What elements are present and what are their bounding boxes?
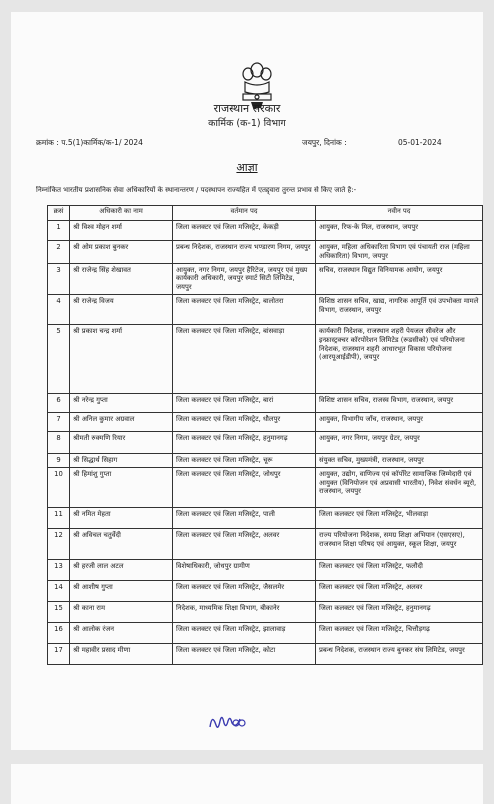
cell-current-post: जिला कलक्टर एवं जिला मजिस्ट्रेट, अलवर [173,528,316,559]
cell-officer-name: श्री आलोक रंजन [70,622,173,643]
table-row [48,221,483,241]
department-name: कार्मिक (क-1) विभाग [208,118,286,129]
cell-sn: 9 [48,453,70,467]
table-row [48,294,483,324]
cell-sn: 7 [48,412,70,431]
cell-current-post: विशेषाधिकारी, जोधपुर ग्रामीण [173,559,316,580]
cell-new-post: जिला कलक्टर एवं जिला मजिस्ट्रेट, अलवर [316,580,483,601]
cell-current-post: निदेशक, माध्यमिक शिक्षा विभाग, बीकानेर [173,601,316,622]
cell-sn: 3 [48,263,70,294]
cell-officer-name: श्री नमित मेहता [70,507,173,528]
cell-current-post: प्रबन्ध निदेशक, राजस्थान राज्य भण्डारण निगम, जयपुर [173,241,316,264]
table-row [48,622,483,643]
reference-number [36,138,143,148]
signature [206,707,246,735]
table-row [48,263,483,294]
cell-new-post: विशिष्ठ शासन सचिव, खाद्य, नागरिक आपूर्ति एवं उपभोक्ता मामले विभाग, राजस्थान, जयपुर [316,294,483,324]
order-title: आज्ञा [236,161,258,174]
order-intro: निम्नांकित भारतीय प्रशासनिक सेवा अधिकारियों के स्थानान्तरण / पदस्थापन राज्यहित में एतद्द्वारा तुरन्त प्रभाव से किए जाते है:- [36,186,357,194]
cell-officer-name: श्री महावीर प्रसाद मीणा [70,643,173,664]
table-row [48,431,483,453]
cell-new-post: जिला कलक्टर एवं जिला मजिस्ट्रेट, चित्तौड़गढ़ [316,622,483,643]
table-row [48,393,483,412]
cell-officer-name: श्री हिमांशु गुप्ता [70,467,173,507]
header-current-post: वर्तमान पद [173,206,316,221]
cell-officer-name: श्री ओम प्रकाश बुनकर [70,241,173,264]
table-row [48,412,483,431]
cell-new-post: राज्य परियोजना निदेशक, समग्र शिक्षा अभियान (एसएसए), राजस्थान शिक्षा परिषद एवं आयुक्त, स्कूल शिक्षा, जयपुर [316,528,483,559]
cell-new-post: जिला कलक्टर एवं जिला मजिस्ट्रेट, हनुमानगढ़ [316,601,483,622]
order-date: 05-01-2024 [398,138,442,147]
cell-sn: 11 [48,507,70,528]
government-name: राजस्थान सरकार [213,102,281,115]
table-row [48,643,483,664]
cell-officer-name: श्री हरजी लाल अटल [70,559,173,580]
cell-current-post: जिला कलक्टर एवं जिला मजिस्ट्रेट, जैसलमेर [173,580,316,601]
cell-officer-name: श्री अविचल चतुर्वेदी [70,528,173,559]
cell-current-post: जिला कलक्टर एवं जिला मजिस्ट्रेट, हनुमानगढ़ [173,431,316,453]
table-row [48,241,483,264]
cell-sn: 17 [48,643,70,664]
cell-current-post: जिला कलक्टर एवं जिला मजिस्ट्रेट, बांसवाड़ा [173,324,316,393]
cell-new-post: कार्यकारी निदेशक, राजस्थान शहरी पेयजल सीवरेज और इन्फ्रास्ट्रक्चर कॉरपोरेशन लिमिटेड (रूडसीको) एवं परियोजना निदेशक, राजस्थान शहरी आधारभूत विकास परियोजना (आरयूआईडीपी), जयपुर [316,324,483,393]
cell-officer-name: श्रीमती रुक्मणि रियार [70,431,173,453]
cell-sn: 1 [48,221,70,241]
transfer-table [47,205,483,665]
cell-current-post: जिला कलक्टर एवं जिला मजिस्ट्रेट, झालावाड़ [173,622,316,643]
cell-new-post: सचिव, राजस्थान विद्युत विनियामक आयोग, जयपुर [316,263,483,294]
cell-sn: 16 [48,622,70,643]
cell-current-post: जिला कलक्टर एवं जिला मजिस्ट्रेट, केकड़ी [173,221,316,241]
cell-new-post: आयुक्त, रिफ-के मिल, राजस्थान, जयपुर [316,221,483,241]
table-row [48,507,483,528]
cell-sn: 8 [48,431,70,453]
cell-sn: 14 [48,580,70,601]
cell-sn: 13 [48,559,70,580]
cell-officer-name: श्री विश्व मोहन शर्मा [70,221,173,241]
cell-officer-name: श्री राजेन्द्र सिंह शेखावत [70,263,173,294]
cell-current-post: जिला कलक्टर एवं जिला मजिस्ट्रेट, बालोतरा [173,294,316,324]
place-date-label: जयपुर, दिनांक : [302,138,347,147]
cell-new-post: संयुक्त सचिव, मुख्यमंत्री, राजस्थान, जयपुर [316,453,483,467]
cell-sn: 6 [48,393,70,412]
cell-sn: 15 [48,601,70,622]
ref-label: क्रमांक : [36,138,59,147]
ref-value: प.5(1)कार्मिक/क-1/ 2024 [61,138,143,147]
cell-officer-name: श्री आशीष गुप्ता [70,580,173,601]
cell-current-post: जिला कलक्टर एवं जिला मजिस्ट्रेट, पाली [173,507,316,528]
cell-new-post: जिला कलक्टर एवं जिला मजिस्ट्रेट, फलौदी [316,559,483,580]
table-row [48,580,483,601]
table-row [48,467,483,507]
table-row [48,559,483,580]
cell-officer-name: श्री प्रकाश चन्द्र शर्मा [70,324,173,393]
cell-officer-name: श्री राजेन्द्र विजय [70,294,173,324]
cell-sn: 12 [48,528,70,559]
cell-current-post: जिला कलक्टर एवं जिला मजिस्ट्रेट, बारां [173,393,316,412]
cell-current-post: जिला कलक्टर एवं जिला मजिस्ट्रेट, जोधपुर [173,467,316,507]
cell-new-post: आयुक्त, उद्योग, वाणिज्य एवं कॉर्पोरेट सामाजिक जिम्मेदारी एवं आयुक्त (विनियोजन एवं अप्रवासी भारतीय), निवेश संवर्धन ब्यूरो, राजस्थान, जयपुर [316,467,483,507]
cell-sn: 10 [48,467,70,507]
document-page-2-edge [11,764,483,804]
cell-sn: 4 [48,294,70,324]
cell-sn: 2 [48,241,70,264]
cell-officer-name: श्री सिद्धार्थ सिहाग [70,453,173,467]
cell-new-post: आयुक्त, महिला अधिकारिता विभाग एवं पंचायती राज (महिला अधिकारिता) विभाग, जयपुर [316,241,483,264]
cell-officer-name: श्री काना राम [70,601,173,622]
cell-new-post: जिला कलक्टर एवं जिला मजिस्ट्रेट, भीलवाड़ा [316,507,483,528]
cell-sn: 5 [48,324,70,393]
header-new-post: नवीन पद [316,206,483,221]
table-row [48,324,483,393]
cell-current-post: जिला कलक्टर एवं जिला मजिस्ट्रेट, धौलपुर [173,412,316,431]
table-header-row [48,206,483,221]
table-row [48,453,483,467]
cell-new-post: प्रबन्ध निदेशक, राजस्थान राज्य बुनकर संघ लिमिटेड, जयपुर [316,643,483,664]
cell-current-post: जिला कलक्टर एवं जिला मजिस्ट्रेट, कोटा [173,643,316,664]
header-name: अधिकारी का नाम [70,206,173,221]
cell-officer-name: श्री अनिल कुमार अग्रवाल [70,412,173,431]
cell-current-post: जिला कलक्टर एवं जिला मजिस्ट्रेट, चूरू [173,453,316,467]
cell-new-post: विशिष्ट शासन सचिव, राजस्व विभाग, राजस्थान, जयपुर [316,393,483,412]
cell-new-post: आयुक्त, नगर निगम, जयपुर ग्रेटर, जयपुर [316,431,483,453]
cell-current-post: आयुक्त, नगर निगम, जयपुर हैरिटेज, जयपुर एवं मुख्य कार्यकारी अधिकारी, जयपुर स्मार्ट सिटी लिमिटेड, जयपुर [173,263,316,294]
table-row [48,528,483,559]
table-row [48,601,483,622]
cell-new-post: आयुक्त, विभागीय जाँच, राजस्थान, जयपुर [316,412,483,431]
cell-officer-name: श्री नरेन्द्र गुप्ता [70,393,173,412]
header-sn: क्रसं [48,206,70,221]
